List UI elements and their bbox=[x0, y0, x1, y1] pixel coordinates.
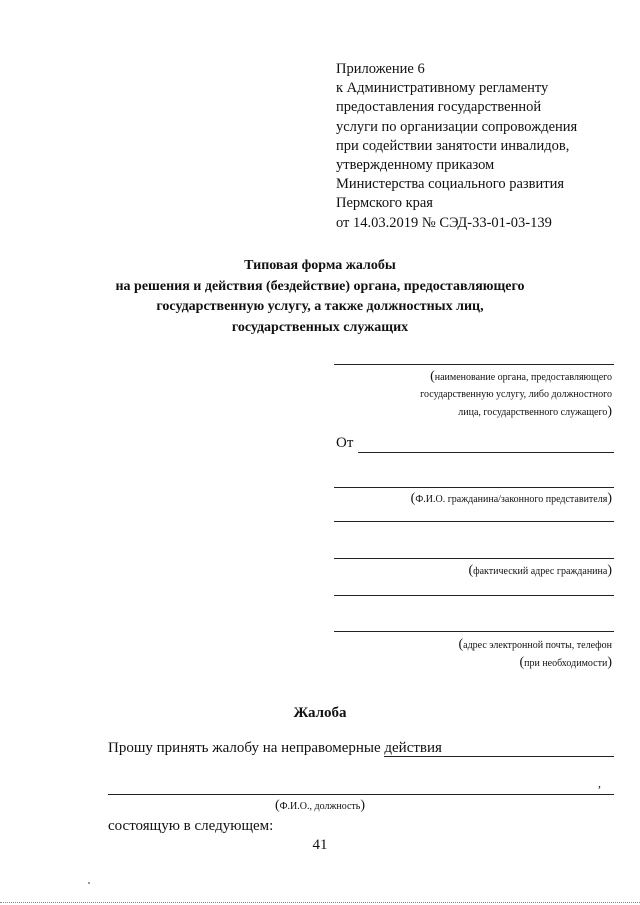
caption-line: адрес электронной почты, телефон bbox=[463, 640, 612, 651]
actions-field-line bbox=[384, 756, 614, 757]
scan-edge bbox=[0, 902, 640, 903]
appendix-line: Министерства социального развития bbox=[336, 176, 564, 193]
consisting-text: состоящую в следующем: bbox=[108, 818, 274, 834]
contacts-field-line bbox=[334, 631, 614, 632]
fio-field-line bbox=[334, 487, 614, 488]
appendix-line: от 14.03.2019 № СЭД-33-01-03-139 bbox=[336, 214, 552, 231]
form-title-line: на решения и действия (бездействие) органа, предоставляющего bbox=[115, 278, 525, 294]
appendix-line: к Административному регламенту bbox=[336, 80, 549, 97]
appendix-line: Пермского края bbox=[336, 195, 433, 212]
appendix-block bbox=[336, 60, 626, 233]
caption-line: государственную услугу, либо должностного bbox=[420, 389, 612, 400]
organ-name-caption: (наименование органа, предоставляющего государственную услугу, либо должностного лица, государственного служащего) bbox=[420, 369, 612, 419]
organ-name-field-line bbox=[334, 364, 614, 365]
caption-line: фактический адрес гражданина bbox=[473, 566, 608, 577]
caption-line: наименование органа, предоставляющего bbox=[434, 372, 612, 383]
caption-line: при необходимости bbox=[524, 658, 608, 669]
caption-line: Ф.И.О., должность bbox=[279, 801, 361, 812]
appendix-line: утвержденному приказом bbox=[336, 157, 495, 174]
appendix-line: услуги по организации сопровождения bbox=[336, 118, 578, 135]
contacts-caption: (адрес электронной почты, телефон (при необходимости) bbox=[458, 637, 612, 670]
complaint-heading: Жалоба bbox=[293, 705, 347, 721]
blank-field-line bbox=[334, 595, 614, 596]
complaint-request-text: Прошу принять жалобу на неправомерные действия bbox=[108, 740, 442, 756]
from-field-line bbox=[358, 452, 614, 453]
appendix-line: предоставления государственной bbox=[336, 99, 542, 116]
form-title-line: государственных служащих bbox=[231, 319, 409, 335]
page-number: 41 bbox=[312, 837, 328, 853]
caption-line: лица, государственного служащего bbox=[458, 407, 608, 418]
scan-speck bbox=[88, 882, 90, 884]
caption-line: Ф.И.О. гражданина/законного представителя bbox=[415, 494, 608, 505]
address-caption: (фактический адрес гражданина) bbox=[468, 563, 612, 578]
comma-mark: , bbox=[598, 776, 601, 790]
appendix-line: Приложение 6 bbox=[336, 61, 425, 77]
form-title bbox=[60, 256, 580, 338]
from-label: От bbox=[336, 435, 354, 451]
form-title-line: государственную услугу, а также должностных лиц, bbox=[156, 299, 484, 314]
form-title-line: Типовая форма жалобы bbox=[244, 258, 396, 273]
blank-field-line bbox=[334, 521, 614, 522]
official-caption: (Ф.И.О., должность) bbox=[274, 798, 365, 813]
appendix-line: при содействии занятости инвалидов, bbox=[336, 137, 570, 154]
address-field-line bbox=[334, 558, 614, 559]
fio-caption: (Ф.И.О. гражданина/законного представителя) bbox=[410, 491, 612, 506]
official-field-line bbox=[108, 794, 614, 795]
